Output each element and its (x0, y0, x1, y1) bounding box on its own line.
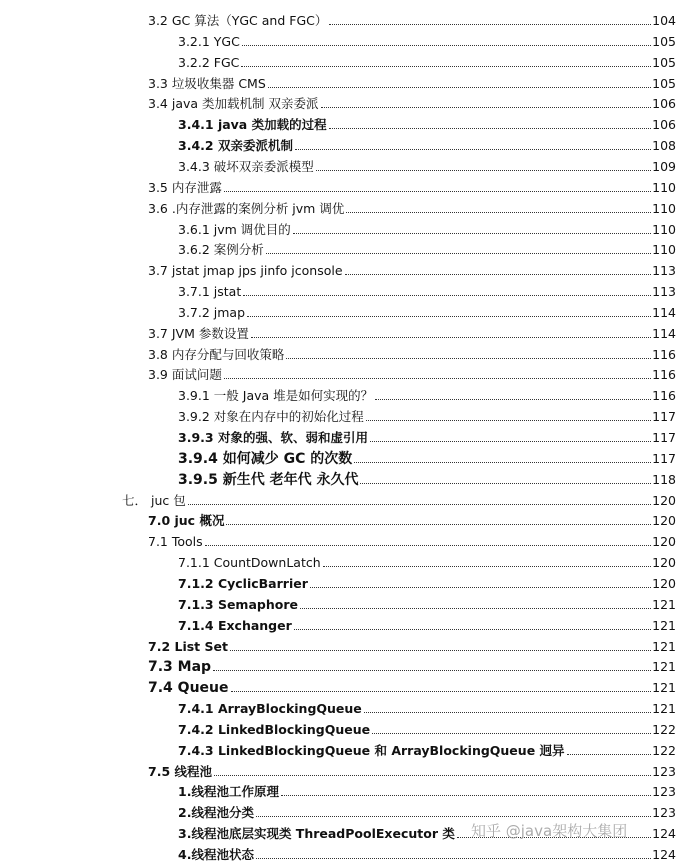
toc-entry-label: 7.4.3 LinkedBlockingQueue 和 ArrayBlockingQueue 迥异 (178, 742, 565, 758)
toc-entry-label: 3.4.3 破坏双亲委派模型 (178, 158, 314, 174)
dot-leader (266, 253, 651, 254)
toc-entry-label: 3.4.2 双亲委派机制 (178, 138, 293, 154)
toc-entry-label: 3.4.1 java 类加载的过程 (178, 117, 327, 133)
toc-entry-label: 7.1.4 Exchanger (178, 617, 292, 633)
dot-leader (294, 629, 651, 630)
dot-leader (241, 66, 651, 67)
dot-leader (323, 566, 651, 567)
watermark: 知乎 @java架构大集团 (471, 822, 628, 840)
dot-leader (372, 733, 651, 734)
toc-entry-label: 3.4 java 类加载机制 双亲委派 (148, 96, 319, 112)
toc-entry[interactable] (178, 550, 676, 570)
toc-entry-page: 105 (652, 54, 676, 70)
toc-entry-page: 123 (652, 763, 676, 779)
toc-entry-label: 七． juc 包 (122, 492, 186, 508)
toc-entry-label: 3.6.1 jvm 调优目的 (178, 221, 291, 237)
dot-leader (295, 149, 651, 150)
toc-entry-label: 7.1.1 CountDownLatch (178, 555, 321, 571)
toc-entry-label: 7.2 List Set (148, 638, 228, 654)
toc-entry-page: 123 (652, 805, 676, 821)
toc-entry-label: 7.3 Map (148, 659, 212, 676)
dot-leader (268, 87, 651, 88)
dot-leader (375, 399, 651, 400)
toc-entry-label: 3.7.1 jstat (178, 284, 242, 300)
toc-entry[interactable] (178, 425, 676, 445)
toc-entry-label: 7.1 Tools (148, 534, 203, 550)
toc-entry-page: 124 (652, 826, 676, 842)
toc-entry-page: 121 (652, 617, 676, 633)
dot-leader (360, 483, 651, 484)
toc-entry-page: 114 (652, 304, 676, 320)
toc-entry-label: 3.3 垃圾收集器 CMS (148, 75, 266, 91)
dot-leader (226, 524, 651, 525)
dot-leader (251, 337, 651, 338)
dot-leader (224, 191, 651, 192)
dot-leader (286, 358, 651, 359)
dot-leader (188, 504, 651, 505)
toc-entry-page: 117 (652, 430, 676, 445)
dot-leader (247, 316, 651, 317)
toc-entry-page: 124 (652, 847, 676, 862)
dot-leader (230, 650, 651, 651)
toc-entry-page: 106 (652, 96, 676, 112)
toc-entry[interactable] (148, 258, 676, 278)
dot-leader (243, 295, 651, 296)
toc-entry[interactable] (148, 91, 676, 111)
toc-entry-page: 106 (652, 117, 676, 133)
toc-entry[interactable] (148, 634, 676, 654)
dot-leader (281, 795, 651, 796)
toc-entry-page: 108 (652, 138, 676, 154)
toc-entry[interactable] (178, 467, 676, 487)
toc-entry[interactable] (178, 446, 676, 466)
toc-entry-label: 4.线程池状态 (178, 847, 254, 862)
toc-entry[interactable] (178, 717, 676, 737)
dot-leader (567, 754, 651, 755)
dot-leader (213, 670, 651, 671)
toc-entry-label: 3.7 jstat jmap jps jinfo jconsole (148, 263, 343, 279)
toc-entry-label: 3.5 内存泄露 (148, 179, 222, 195)
toc-entry[interactable] (178, 571, 676, 591)
toc-entry-label: 3.7 JVM 参数设置 (148, 325, 249, 341)
toc-entry-page: 121 (652, 659, 676, 675)
toc-entry-page: 105 (652, 33, 676, 49)
toc-entry[interactable] (178, 112, 676, 132)
toc-entry[interactable] (148, 8, 676, 28)
toc-entry-label: 3.2.1 YGC (178, 33, 240, 49)
toc-entry-page: 110 (652, 221, 676, 237)
toc-entry-page: 110 (652, 179, 676, 195)
toc-entry-page: 105 (652, 75, 676, 91)
dot-leader (366, 420, 651, 421)
toc-entry-label: 3.9.3 对象的强、软、弱和虚引用 (178, 430, 368, 445)
dot-leader (205, 545, 651, 546)
toc-entry-label: 3.7.2 jmap (178, 304, 246, 320)
toc-entry-label: 3.6 .内存泄露的案例分析 jvm 调优 (148, 200, 345, 216)
toc-entry-page: 110 (652, 200, 676, 216)
toc-entry-page: 113 (652, 284, 676, 300)
toc-entry-label: 3.9 面试问题 (148, 367, 222, 383)
toc-entry-label: 3.9.5 新生代 老年代 永久代 (178, 471, 359, 488)
toc-entry[interactable] (178, 300, 676, 320)
toc-entry-page: 120 (652, 513, 676, 529)
toc-entry[interactable] (148, 654, 676, 674)
toc-entry-page: 116 (652, 346, 676, 362)
toc-entry-page: 120 (652, 555, 676, 571)
toc-entry-label: 3.9.4 如何减少 GC 的次数 (178, 450, 353, 467)
dot-leader (354, 462, 651, 463)
toc-entry[interactable] (178, 154, 676, 174)
dot-leader (231, 691, 652, 692)
toc-entry-page: 114 (652, 325, 676, 341)
toc-entry-label: 7.5 线程池 (148, 763, 212, 779)
toc-entry-page: 109 (652, 158, 676, 174)
toc-entry[interactable] (148, 508, 676, 528)
toc-entry-page: 104 (652, 13, 676, 28)
toc-entry-page: 117 (652, 450, 676, 466)
toc-entry-label: 7.1.2 CyclicBarrier (178, 575, 308, 591)
toc-entry[interactable] (178, 383, 676, 403)
toc-entry-label: 2.线程池分类 (178, 805, 254, 821)
toc-entry-label: 7.1.3 Semaphore (178, 596, 298, 612)
dot-leader (346, 212, 651, 213)
toc-entry-page: 120 (652, 575, 676, 591)
toc-entry-label: 3.8 内存分配与回收策略 (148, 346, 285, 362)
toc-entry-page: 121 (652, 701, 676, 717)
toc-entry[interactable] (148, 321, 676, 341)
toc-entry[interactable] (148, 362, 676, 382)
toc-entry-label: 3.9.1 一般 Java 堆是如何实现的？ (178, 388, 374, 404)
dot-leader (329, 24, 651, 25)
toc-entry[interactable] (122, 488, 676, 508)
dot-leader (300, 608, 651, 609)
toc-entry[interactable] (178, 592, 676, 612)
toc-entry-label: 1.线程池工作原理 (178, 784, 279, 800)
toc-entry-label: 3.9.2 对象在内存中的初始化过程 (178, 409, 364, 425)
toc-entry-page: 118 (652, 471, 676, 487)
toc-entry[interactable] (148, 196, 676, 216)
toc-entry-page: 116 (652, 388, 676, 404)
toc-entry[interactable] (178, 696, 676, 716)
toc-entry-page: 120 (652, 534, 676, 550)
toc-entry[interactable] (148, 342, 676, 362)
dot-leader (364, 712, 651, 713)
toc-entry[interactable] (148, 175, 676, 195)
dot-leader (224, 378, 651, 379)
dot-leader (256, 816, 651, 817)
dot-leader (316, 170, 651, 171)
toc-entry-page: 122 (652, 721, 676, 737)
toc-entry[interactable] (178, 738, 676, 758)
toc-entry-label: 3.2.2 FGC (178, 54, 240, 70)
toc-entry-page: 121 (652, 638, 676, 654)
toc-entry[interactable] (178, 29, 676, 49)
toc-entry[interactable] (178, 842, 676, 862)
dot-leader (329, 128, 651, 129)
dot-leader (310, 587, 651, 588)
toc-entry-page: 116 (652, 367, 676, 383)
toc-entry-label: 3.线程池底层实现类 ThreadPoolExecutor 类 (178, 826, 455, 842)
toc-entry-label: 3.2 GC 算法（YGC and FGC） (148, 13, 328, 28)
toc-entry-label: 7.0 juc 概况 (148, 513, 225, 529)
dot-leader (256, 858, 651, 859)
toc-entry[interactable] (148, 71, 676, 91)
dot-leader (345, 274, 651, 275)
toc-entry-page: 120 (652, 492, 676, 508)
dot-leader (293, 233, 651, 234)
dot-leader (214, 775, 651, 776)
toc-entry[interactable] (148, 759, 676, 779)
toc-entry[interactable] (178, 404, 676, 424)
toc-entry[interactable] (178, 133, 676, 153)
toc-entry-page: 121 (652, 596, 676, 612)
toc-entry-label: 7.4 Queue (148, 680, 229, 697)
toc-entry-label: 3.6.2 案例分析 (178, 242, 264, 258)
toc-entry-page: 123 (652, 784, 676, 800)
toc-entry-page: 117 (652, 409, 676, 425)
toc-entry[interactable] (178, 613, 676, 633)
toc-entry-label: 7.4.1 ArrayBlockingQueue (178, 701, 362, 717)
toc-entry-page: 113 (652, 263, 676, 279)
toc-entry-page: 110 (652, 242, 676, 258)
dot-leader (321, 107, 652, 108)
toc-entry[interactable] (178, 217, 676, 237)
dot-leader (370, 441, 651, 442)
toc-entry[interactable] (178, 800, 676, 820)
toc-entry[interactable] (178, 279, 676, 299)
toc-entry[interactable] (178, 50, 676, 70)
toc-entry-label: 7.4.2 LinkedBlockingQueue (178, 721, 371, 737)
toc-entry[interactable] (178, 237, 676, 257)
toc-entry[interactable] (148, 529, 676, 549)
dot-leader (242, 45, 651, 46)
toc-entry-page: 121 (652, 680, 676, 696)
toc-entry[interactable] (178, 779, 676, 799)
toc-entry-page: 122 (652, 742, 676, 758)
toc-entry[interactable] (148, 675, 676, 695)
